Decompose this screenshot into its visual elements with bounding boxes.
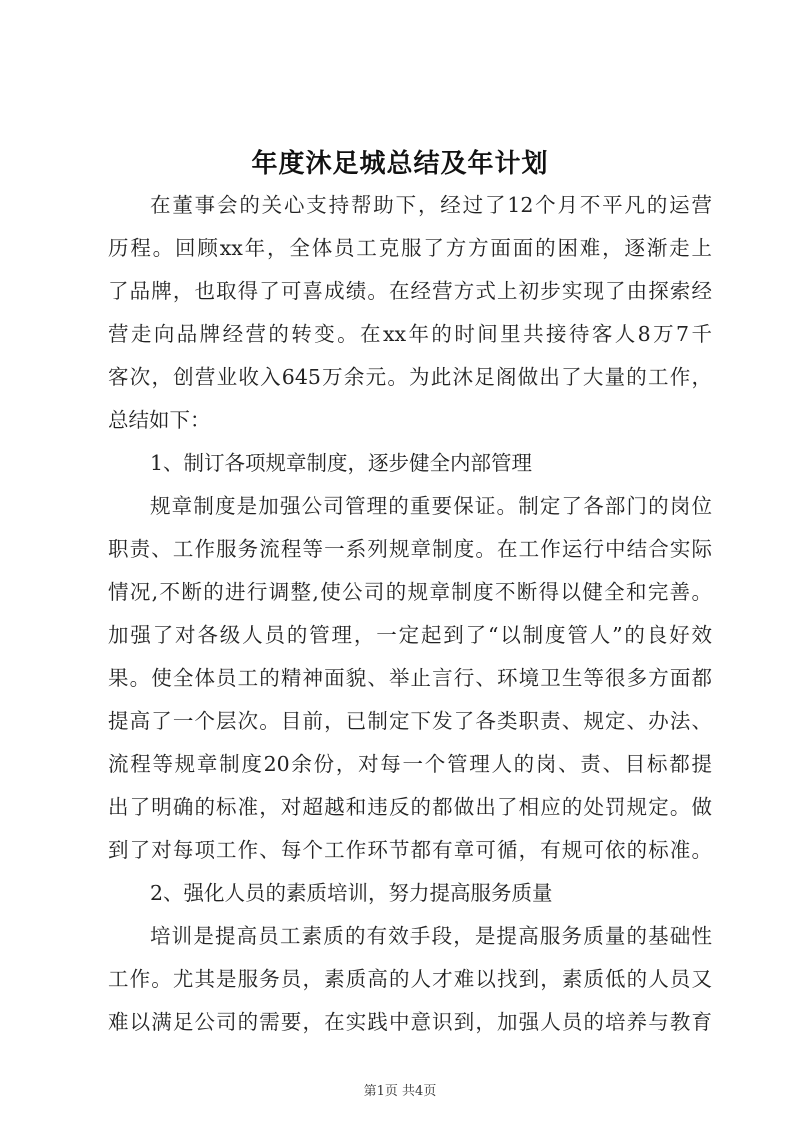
text-line: 客次，创营业收入645万余元。为此沐足阁做出了大量的工作， xyxy=(108,365,712,389)
document-title: 年度沐足城总结及年计划 xyxy=(251,149,549,179)
text-line: 果。使全体员工的精神面貌、举止言行、环境卫生等很多方面都 xyxy=(108,666,712,690)
text-line: 历程。回顾xx年，全体员工克服了方方面面的困难，逐渐走上 xyxy=(108,236,712,260)
document-body xyxy=(108,184,712,1044)
text-line: 总结如下： xyxy=(108,408,211,432)
text-line: 职责、工作服务流程等一系列规章制度。在工作运行中结合实际 xyxy=(108,537,712,561)
text-line: 情况,不断的进行调整,使公司的规章制度不断得以健全和完善。 xyxy=(108,580,712,604)
text-line: 到了对每项工作、每个工作环节都有章可循，有规可依的标准。 xyxy=(108,838,712,862)
text-line: 培训是提高员工素质的有效手段，是提高服务质量的基础性 xyxy=(150,924,712,948)
text-line: 加强了对各级人员的管理，一定起到了“以制度管人”的良好效 xyxy=(108,623,712,647)
text-line: 难以满足公司的需要，在实践中意识到，加强人员的培养与教育 xyxy=(108,1010,712,1034)
text-line: 营走向品牌经营的转变。在xx年的时间里共接待客人8万7千 xyxy=(108,322,712,346)
text-line: 工作。尤其是服务员，素质高的人才难以找到，素质低的人员又 xyxy=(108,967,712,991)
text-line: 在董事会的关心支持帮助下，经过了12个月不平凡的运营 xyxy=(150,193,712,217)
text-line: 1、制订各项规章制度，逐步健全内部管理 xyxy=(150,451,533,475)
text-line: 了品牌，也取得了可喜成绩。在经营方式上初步实现了由探索经 xyxy=(108,279,712,303)
text-line: 提高了一个层次。目前，已制定下发了各类职责、规定、办法、 xyxy=(108,709,712,733)
text-line: 出了明确的标准，对超越和违反的都做出了相应的处罚规定。做 xyxy=(108,795,712,819)
text-line: 2、强化人员的素质培训，努力提高服务质量 xyxy=(150,881,553,905)
text-line: 规章制度是加强公司管理的重要保证。制定了各部门的岗位 xyxy=(150,494,712,518)
page-footer: 第1页 共4页 xyxy=(363,1084,437,1099)
text-line: 流程等规章制度20余份，对每一个管理人的岗、责、目标都提 xyxy=(108,752,712,776)
